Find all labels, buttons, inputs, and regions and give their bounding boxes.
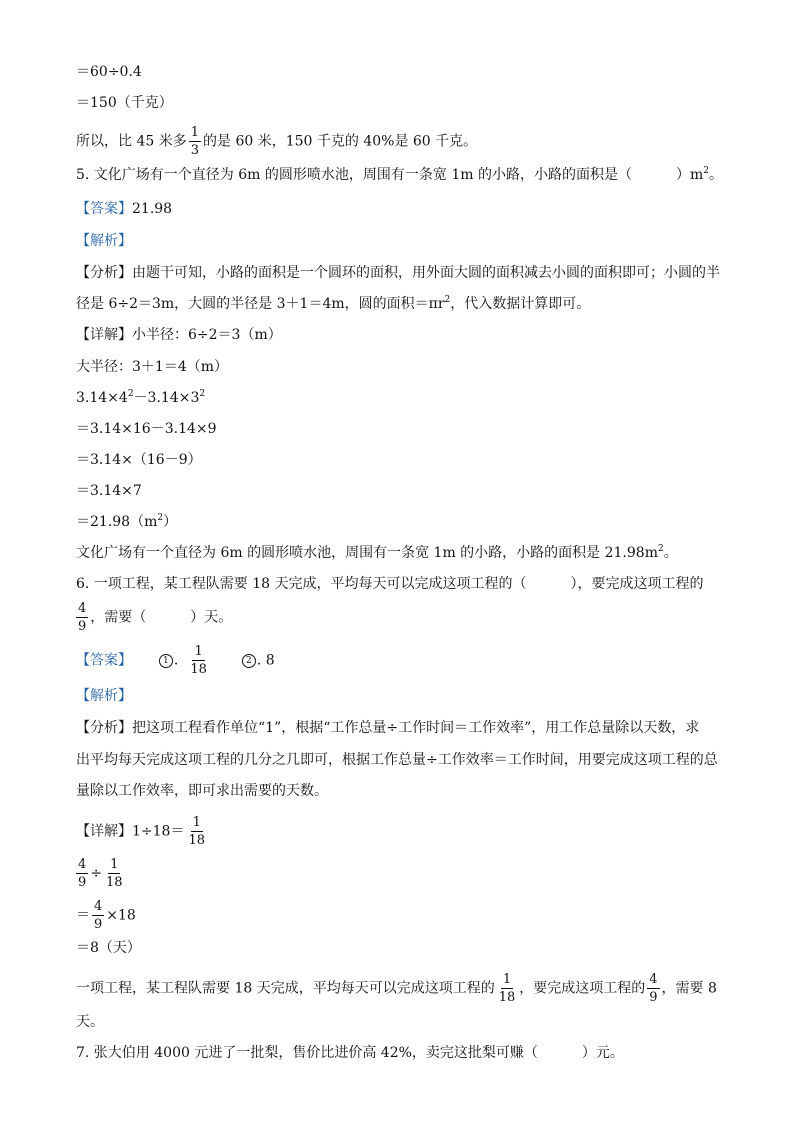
denominator: 3	[190, 143, 199, 158]
numerator: 4	[78, 857, 87, 872]
answer-label: 【答案】	[76, 652, 132, 669]
text: 量除以工作效率，即可求出需要的天数。	[76, 783, 328, 799]
detail-line	[76, 938, 141, 958]
superscript: 2	[127, 389, 134, 399]
circled-number: 1	[159, 654, 173, 668]
text: 的是 60 米，150 千克的 40%是 60 千克。	[203, 133, 478, 150]
text: ，要完成这项工程的	[519, 980, 646, 997]
conclusion-line	[76, 1012, 104, 1032]
text: ＝150（千克）	[76, 95, 173, 111]
text: ＝3.14×7	[76, 483, 142, 499]
text: 所以，比 45 米多	[76, 133, 187, 150]
text: ）元。	[581, 1045, 624, 1061]
text: 。	[663, 545, 678, 561]
calc-line	[76, 93, 173, 113]
denominator: 9	[78, 619, 87, 634]
detail-line	[76, 450, 202, 470]
conclusion-line	[76, 543, 678, 563]
superscript: 2	[199, 389, 206, 399]
text: 径是 6÷2＝3m，大圆的半径是 3＋1＝4m，圆的面积＝πr	[76, 296, 445, 312]
analysis-line	[76, 263, 720, 283]
text: 3.14×4	[76, 390, 128, 406]
fraction	[92, 900, 104, 931]
denominator: 18	[190, 662, 207, 677]
detail-line	[76, 858, 127, 889]
detail-label: 【详解】	[76, 327, 132, 343]
numerator: 4	[78, 601, 87, 616]
question-6-cont	[76, 602, 232, 633]
text: ×18	[106, 907, 136, 924]
numerator: 1	[502, 972, 512, 987]
detail-label: 【详解】	[76, 823, 132, 840]
text: ，需要 8	[661, 980, 717, 997]
text: 一项工程，某工程队需要 18 天完成，平均每天可以完成这项工程的	[76, 980, 495, 997]
circled-number: 2	[242, 654, 256, 668]
text: ）天。	[190, 609, 233, 626]
question-5	[76, 165, 723, 185]
text: ，代入数据计算即可。	[450, 296, 591, 312]
fraction	[647, 973, 659, 1004]
fraction	[104, 858, 125, 889]
text: ＝3.14×（16－9）	[76, 452, 202, 468]
detail-line	[76, 325, 282, 345]
text: 天。	[76, 1014, 104, 1030]
detail-line	[76, 481, 142, 501]
text: ＝3.14×16－3.14×9	[76, 421, 217, 437]
denominator: 18	[106, 875, 123, 890]
detail-line	[76, 512, 177, 532]
fenxi-label: 【分析】	[76, 265, 132, 281]
numerator: 4	[649, 972, 658, 987]
superscript: 2	[703, 166, 709, 176]
detail-line	[76, 900, 136, 931]
answer-line	[76, 199, 172, 219]
text: 把这项工程看作单位“1”，根据“工作总量÷工作时间＝工作效率”，用工作总量除以天数，求	[132, 720, 700, 736]
denominator: 18	[188, 833, 205, 848]
text: ，需要（	[90, 609, 147, 626]
text: 文化广场有一个直径为 6m 的圆形喷水池，周围有一条宽 1m 的小路，小路的面积是 21.98m	[76, 545, 658, 561]
detail-line	[76, 419, 217, 439]
text: 大半径：3＋1＝4（m）	[76, 359, 228, 375]
analysis-line	[76, 294, 590, 314]
question-text: 6. 一项工程，某工程队需要 18 天完成，平均每天可以完成这项工程的（	[76, 576, 527, 592]
text: －3.14×3	[133, 390, 200, 406]
question-text: 7. 张大伯用 4000 元进了一批梨，售价比进价高 42%，卖完这批梨可赚（	[76, 1045, 538, 1061]
text: ＝8（天）	[76, 940, 141, 956]
question-6	[76, 574, 704, 594]
denominator: 9	[78, 875, 87, 890]
calc-line	[76, 62, 142, 82]
detail-line	[76, 388, 205, 408]
numerator: 1	[194, 644, 203, 659]
fraction	[76, 602, 88, 633]
analysis-heading	[76, 231, 132, 251]
text: 由题干可知，小路的面积是一个圆环的面积，用外面大圆的面积减去小圆的面积即可；小圆的半	[132, 265, 720, 281]
analysis-label: 【解析】	[76, 688, 132, 704]
analysis-line	[76, 718, 699, 738]
answer-label: 【答案】	[76, 201, 132, 217]
operator: ÷	[90, 865, 103, 882]
denominator: 9	[649, 990, 658, 1005]
numerator: 1	[190, 125, 199, 140]
text: 1÷18＝	[132, 823, 185, 840]
detail-line	[76, 816, 209, 847]
analysis-line	[76, 750, 718, 770]
text: ＝60÷0.4	[76, 64, 142, 80]
superscript: 2	[157, 513, 164, 523]
fraction	[497, 973, 518, 1004]
analysis-line	[76, 781, 328, 801]
conclusion-line	[76, 126, 477, 157]
answer-line: 【答案】 1 . $\frac{1}{18}$ 2 . 8	[76, 644, 275, 677]
question-7	[76, 1043, 624, 1063]
answer-value: 21.98	[132, 201, 173, 217]
detail-line	[76, 357, 228, 377]
superscript: 2	[657, 544, 664, 554]
question-text: 5. 文化广场有一个直径为 6m 的圆形喷水池，周围有一条宽 1m 的小路，小路的面积是（	[76, 167, 632, 183]
denominator: 18	[498, 990, 516, 1005]
fenxi-label: 【分析】	[76, 720, 132, 736]
text: ＝	[76, 907, 90, 924]
analysis-label: 【解析】	[76, 233, 132, 249]
text: 。	[709, 167, 723, 183]
text: ）m	[675, 167, 704, 183]
fraction	[188, 645, 209, 676]
denominator: 9	[94, 917, 103, 932]
superscript: 2	[444, 295, 451, 305]
text: ），要完成这项工程的	[570, 576, 704, 592]
answer-value: . 8	[256, 652, 275, 669]
text: ）	[163, 514, 178, 530]
text: 出平均每天完成这项工程的几分之几即可，根据工作总量÷工作效率＝工作时间，用要完成这项工程的总	[76, 752, 718, 768]
numerator: 1	[192, 815, 201, 830]
numerator: 4	[94, 899, 103, 914]
conclusion-line	[76, 973, 717, 1004]
numerator: 1	[110, 857, 119, 872]
fraction	[186, 816, 207, 847]
fraction	[76, 858, 88, 889]
text: 小半径：6÷2＝3（m）	[132, 327, 282, 343]
analysis-heading	[76, 686, 132, 706]
fraction	[189, 126, 201, 157]
text: ＝21.98（m	[76, 514, 158, 530]
